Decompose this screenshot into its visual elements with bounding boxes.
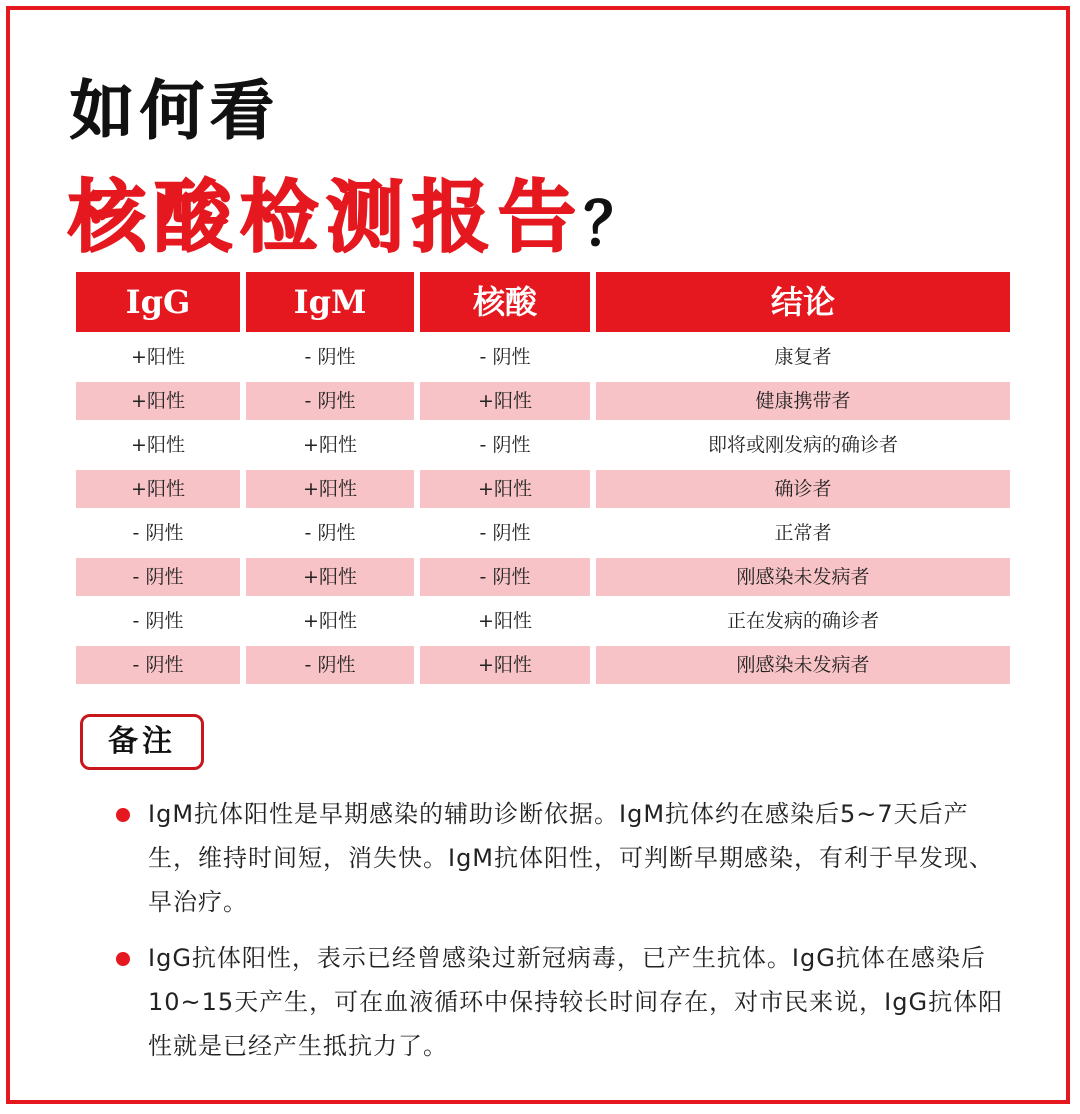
cell-nucleic-acid: - 阴性 — [420, 338, 590, 376]
table-header — [76, 272, 1016, 332]
cell-igg: +阳性 — [76, 470, 240, 508]
title-question-mark: ？ — [584, 190, 651, 258]
cell-nucleic-acid: - 阴性 — [420, 558, 590, 596]
cell-nucleic-acid: - 阴性 — [420, 514, 590, 552]
notes-label: 备注 — [80, 714, 204, 770]
header-nucleic-acid: 核酸 — [420, 272, 590, 332]
cell-conclusion: 确诊者 — [596, 470, 1010, 508]
cell-conclusion: 刚感染未发病者 — [596, 646, 1010, 684]
cell-nucleic-acid: +阳性 — [420, 470, 590, 508]
cell-conclusion: 即将或刚发病的确诊者 — [596, 426, 1010, 464]
title-line-2 — [68, 155, 650, 267]
cell-igm: +阳性 — [246, 602, 414, 640]
cell-conclusion: 健康携带者 — [596, 382, 1010, 420]
cell-nucleic-acid: - 阴性 — [420, 426, 590, 464]
note-igg: IgG抗体阳性，表示已经曾感染过新冠病毒，已产生抗体。IgG抗体在感染后10~15天产生，可在血液循环中保持较长时间存在，对市民来说，IgG抗体阳性就是已经产生抵抗力了。 — [148, 944, 1004, 1060]
bullet-dot-icon — [116, 808, 130, 822]
title-main: 核酸检测报告 — [68, 173, 585, 263]
cell-conclusion: 刚感染未发病者 — [596, 558, 1010, 596]
cell-conclusion: 正在发病的确诊者 — [596, 602, 1010, 640]
title-line-1: 如何看 — [70, 75, 280, 149]
table-row — [76, 602, 1016, 640]
bullet-dot-icon — [116, 952, 130, 966]
table-row — [76, 382, 1016, 420]
cell-conclusion: 康复者 — [596, 338, 1010, 376]
cell-igm: +阳性 — [246, 558, 414, 596]
result-table — [76, 272, 1016, 690]
cell-nucleic-acid: +阳性 — [420, 646, 590, 684]
table-row — [76, 426, 1016, 464]
cell-igg: +阳性 — [76, 382, 240, 420]
cell-igg: +阳性 — [76, 426, 240, 464]
cell-nucleic-acid: +阳性 — [420, 602, 590, 640]
header-igg: IgG — [76, 272, 240, 332]
cell-igm: +阳性 — [246, 426, 414, 464]
table-row — [76, 514, 1016, 552]
cell-conclusion: 正常者 — [596, 514, 1010, 552]
cell-igg: - 阴性 — [76, 602, 240, 640]
cell-igm: +阳性 — [246, 470, 414, 508]
table-row — [76, 338, 1016, 376]
cell-igm: - 阴性 — [246, 338, 414, 376]
table-row — [76, 558, 1016, 596]
table-row — [76, 646, 1016, 684]
cell-nucleic-acid: +阳性 — [420, 382, 590, 420]
cell-igg: - 阴性 — [76, 514, 240, 552]
cell-igm: - 阴性 — [246, 514, 414, 552]
cell-igg: - 阴性 — [76, 646, 240, 684]
note-igm: IgM抗体阳性是早期感染的辅助诊断依据。IgM抗体约在感染后5~7天后产生，维持时间短，消失快。IgM抗体阳性，可判断早期感染，有利于早发现、早治疗。 — [148, 800, 995, 916]
header-igm: IgM — [246, 272, 414, 332]
cell-igg: - 阴性 — [76, 558, 240, 596]
cell-igg: +阳性 — [76, 338, 240, 376]
header-conclusion: 结论 — [596, 272, 1010, 332]
table-row — [76, 470, 1016, 508]
cell-igm: - 阴性 — [246, 382, 414, 420]
cell-igm: - 阴性 — [246, 646, 414, 684]
